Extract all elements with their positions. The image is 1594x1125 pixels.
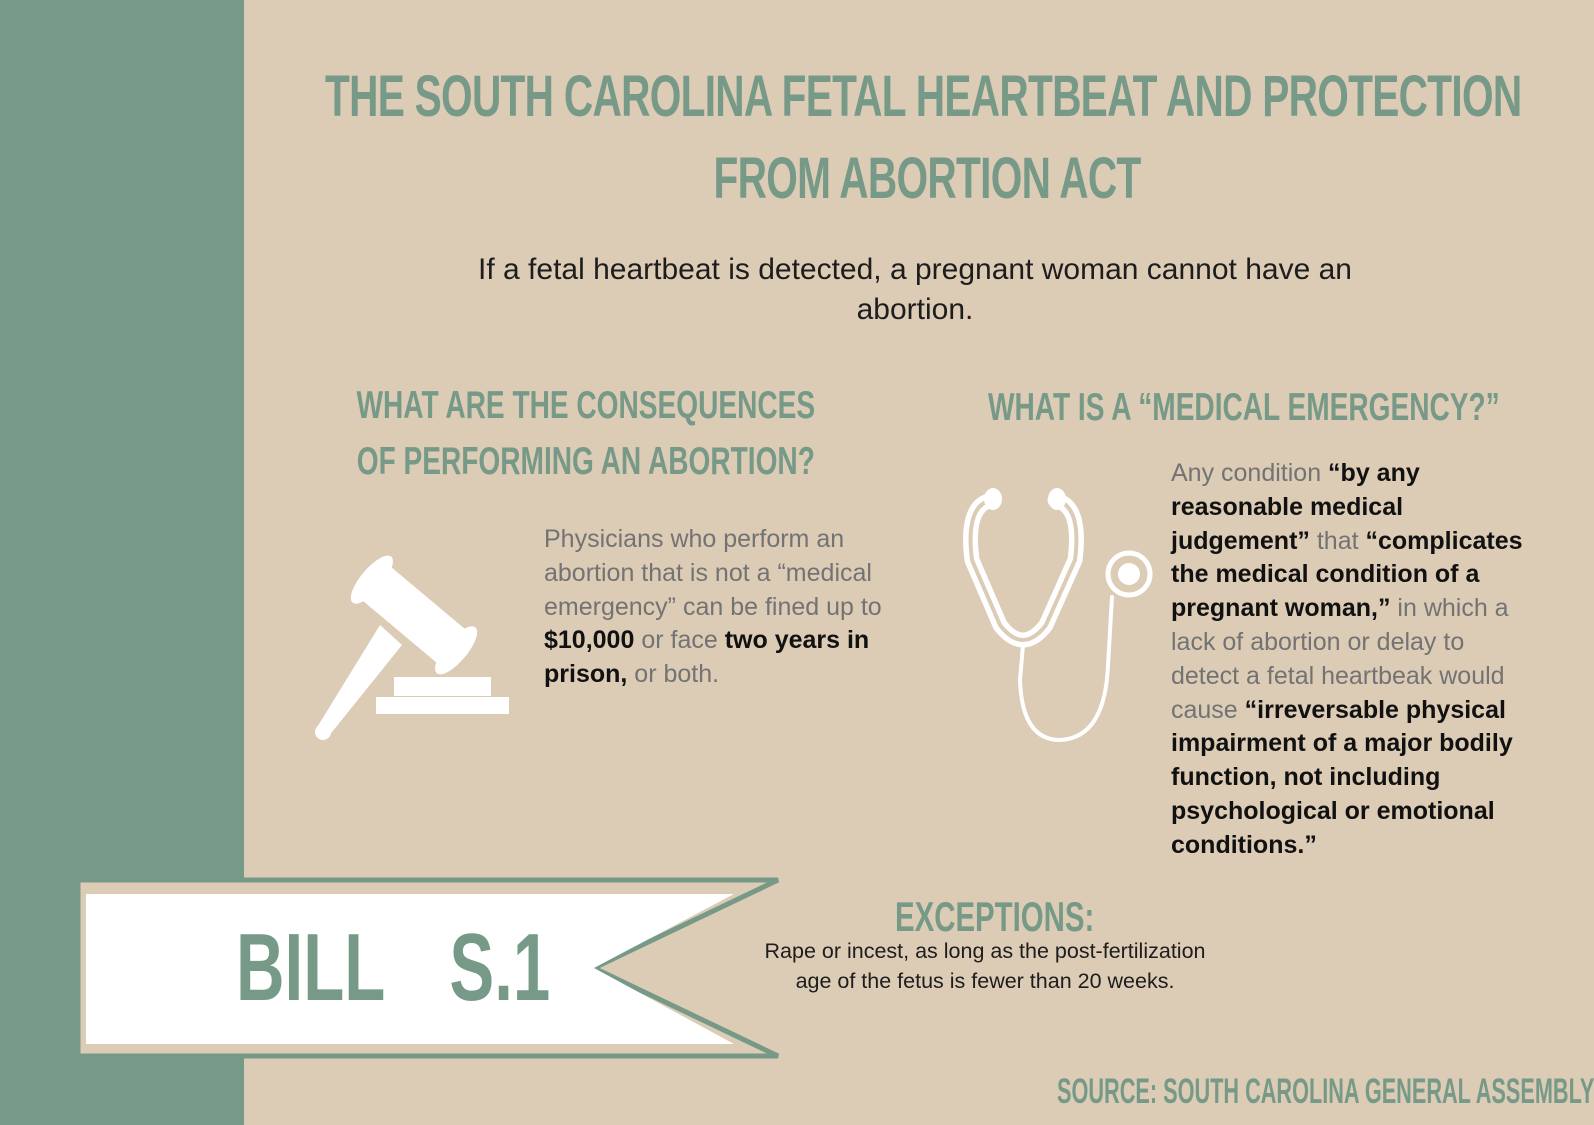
consequences-heading-text: WHAT ARE THE CONSEQUENCES OF PERFORMING AN ABORTION?	[356, 384, 816, 483]
intro-text: If a fetal heartbeat is detected, a pregnant woman cannot have an abortion.	[478, 253, 1352, 326]
title-line-2: FROM ABORTION ACT	[713, 146, 1141, 211]
page-title	[325, 56, 1522, 220]
prison-term: two years in prison,	[544, 626, 870, 689]
fine-amount: $10,000	[544, 626, 635, 655]
exceptions-text: Rape or incest, as long as the post-fertilization age of the fetus is fewer than 20 weeks.	[764, 939, 1206, 993]
medical-emergency-heading: WHAT IS A “MEDICAL EMERGENCY?”	[988, 386, 1500, 429]
gavel-icon	[310, 555, 535, 745]
bill-label: BILL S.1	[236, 914, 551, 1021]
title-line-1: THE SOUTH CAROLINA FETAL HEARTBEAT AND PROTECTION	[325, 64, 1522, 129]
stethoscope-icon	[960, 485, 1160, 750]
consequences-text: Physicians who perform an abortion that is not a “medical emergency” can be fined up to $10,000 or face two years in prison, or both.	[544, 525, 882, 689]
consequences-heading	[350, 378, 822, 490]
source-citation: SOURCE: SOUTH CAROLINA GENERAL ASSEMBLY	[1057, 1072, 1594, 1111]
exceptions-heading: EXCEPTIONS:	[895, 893, 1095, 940]
medical-emergency-definition: Any condition “by any reasonable medical judgement” that “complicates the medical condition of a pregnant woman,” in which a lack of abortion or delay to detect a fetal heartbeak would cause “irreversable physical impairment of a major bodily function, not including psychological or emotional conditions.”	[1171, 459, 1523, 859]
